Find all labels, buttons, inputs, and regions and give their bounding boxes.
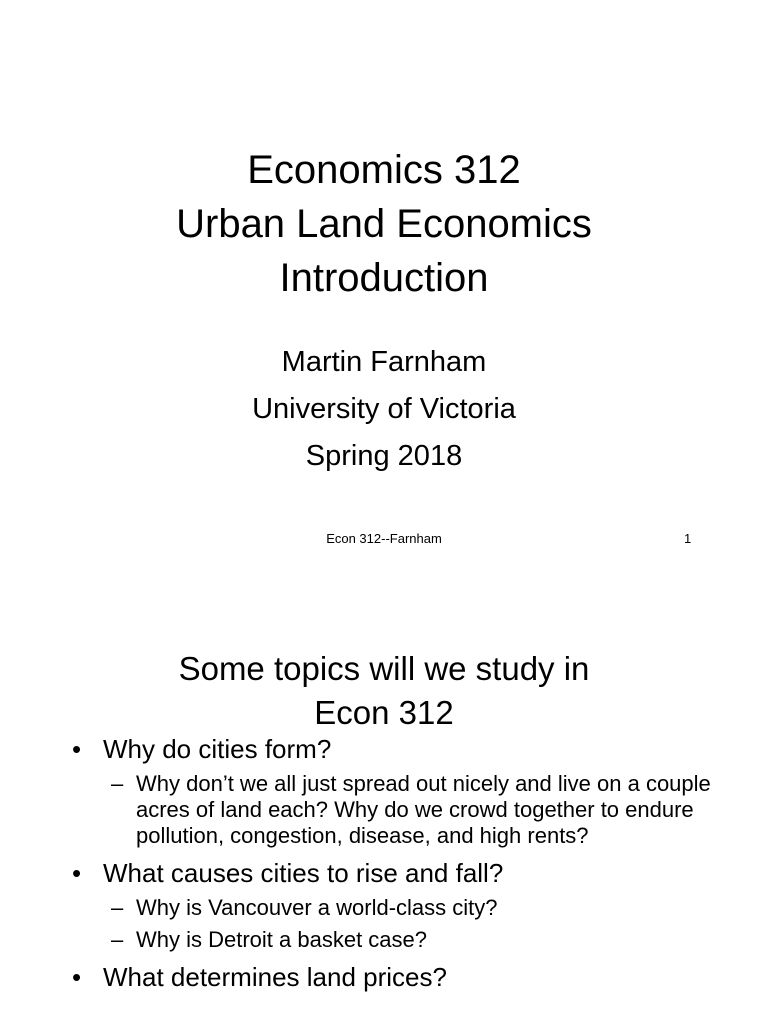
bullet-marker: •: [72, 962, 82, 992]
sub-bullet-marker: –: [111, 895, 124, 920]
sub-bullet-text: Why don’t we all just spread out nicely and live on a couple acres of land each? Why do we crowd together to endure pollution, congestion, disease, and high rents?: [136, 771, 711, 848]
sub-bullet-item: [72, 895, 712, 921]
bullet-item: [72, 857, 712, 889]
sub-bullet-item: [72, 927, 712, 953]
slide-title: [0, 647, 768, 735]
slide-subtitle: [0, 339, 768, 480]
term: Spring 2018: [305, 440, 463, 472]
sub-bullet-text: Why is Vancouver a world-class city?: [136, 895, 498, 920]
title-line-topic: Introduction: [279, 256, 489, 300]
bullet-item: [72, 961, 712, 993]
institution: University of Victoria: [252, 393, 516, 425]
bullet-marker: •: [72, 734, 82, 764]
topics-slide: [0, 576, 768, 1024]
title-line-subject: Urban Land Economics: [176, 202, 592, 246]
slide-number: 1: [684, 531, 692, 546]
title-line-1: Some topics will we study in: [178, 650, 590, 687]
title-line-course: Economics 312: [247, 148, 521, 192]
slide-title: [0, 143, 768, 305]
sub-bullet-marker: –: [111, 771, 124, 796]
bullet-text: What causes cities to rise and fall?: [103, 858, 504, 888]
sub-bullet-item: [72, 771, 712, 849]
sub-bullet-marker: –: [111, 927, 124, 952]
bullet-text: What determines land prices?: [103, 962, 447, 992]
author-name: Martin Farnham: [281, 346, 487, 378]
sub-bullet-text: Why is Detroit a basket case?: [136, 927, 428, 952]
title-line-2: Econ 312: [314, 694, 454, 731]
slide-footer: Econ 312--Farnham: [326, 531, 442, 546]
bullet-marker: •: [72, 858, 82, 888]
bullet-list: [72, 733, 712, 993]
bullet-text: Why do cities form?: [103, 734, 332, 764]
bullet-item: [72, 733, 712, 765]
